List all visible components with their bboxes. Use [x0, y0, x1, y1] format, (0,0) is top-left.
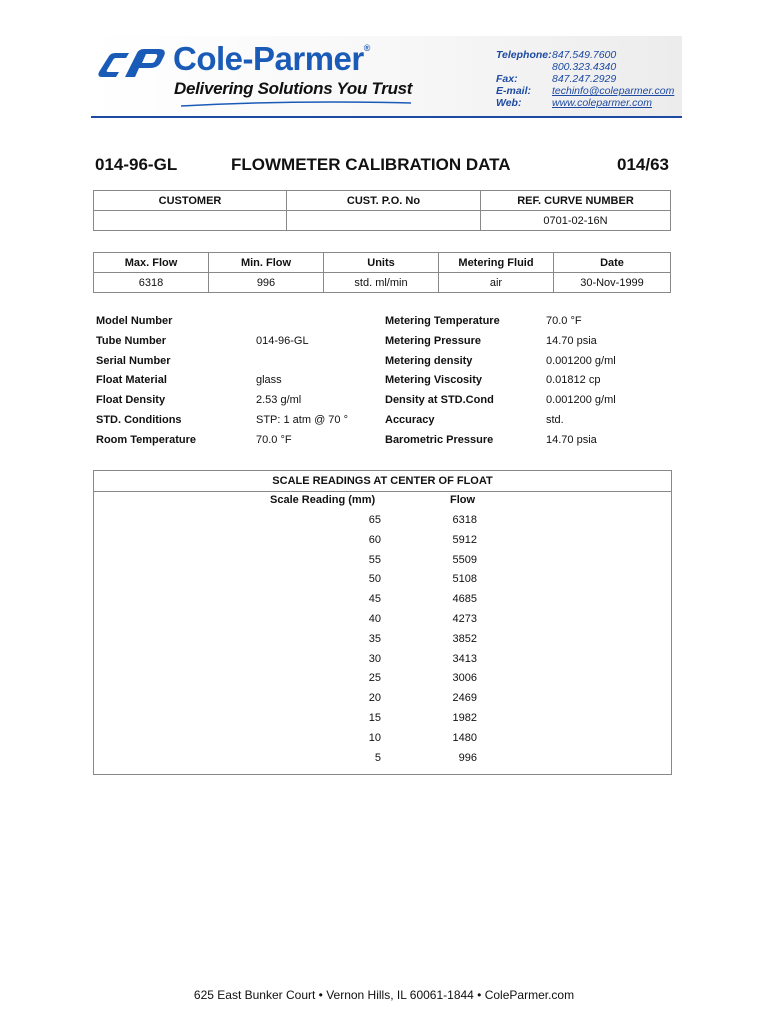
scale-reading-cell: 30 [368, 652, 381, 665]
customer-value [94, 211, 287, 231]
max-flow-header: Max. Flow [94, 253, 209, 273]
metering-fluid-value: air [439, 273, 554, 293]
registered-mark: ® [363, 43, 370, 53]
flow-cell: 1480 [452, 731, 477, 744]
scale-reading-cell: 55 [368, 553, 381, 566]
contact-email: E-mail: techinfo@coleparmer.com [496, 85, 675, 97]
spec-row: Density at STD.Cond 0.001200 g/ml [385, 394, 616, 406]
flow-cell: 4685 [452, 593, 477, 606]
flow-cell: 4273 [452, 613, 477, 625]
units-header: Units [324, 253, 439, 273]
scale-reading-cell: 60 [368, 533, 381, 546]
po-header: CUST. P.O. No [287, 191, 481, 211]
tagline: Delivering Solutions You Trust [174, 79, 413, 98]
spec-row: Metering Pressure 14.70 psia [385, 335, 597, 347]
flow-cell: 2469 [452, 692, 477, 705]
model-code: 014-96-GL [95, 155, 178, 174]
scale-reading-cell: 25 [368, 672, 381, 685]
scale-reading-cell: 20 [368, 692, 381, 705]
scale-readings-table [93, 470, 672, 775]
date-value: 30-Nov-1999 [554, 273, 671, 293]
contact-telephone: Telephone: 847.549.7600 [496, 49, 617, 61]
ref-curve-header: REF. CURVE NUMBER [481, 191, 671, 211]
flow-cell: 3006 [452, 672, 477, 685]
flow-summary-table [93, 252, 671, 293]
contact-fax: Fax: 847.247.2929 [496, 73, 617, 85]
brand-name: Cole-Parmer® [173, 40, 370, 77]
scale-reading-cell: 35 [368, 632, 381, 645]
spec-row: STD. Conditions STP: 1 atm @ 70 ° [96, 414, 348, 426]
page-title: FLOWMETER CALIBRATION DATA [231, 155, 511, 174]
metering-fluid-header: Metering Fluid [439, 253, 554, 273]
flow-cell: 5912 [452, 533, 477, 546]
scale-reading-cell: 40 [368, 613, 381, 625]
flow-cell: 6318 [452, 514, 477, 526]
scale-reading-cell: 5 [374, 751, 381, 764]
max-flow-value: 6318 [94, 273, 209, 293]
date-header: Date [554, 253, 671, 273]
spec-row: Barometric Pressure 14.70 psia [385, 434, 597, 446]
flow-cell: 3413 [452, 652, 477, 665]
flow-cell: 1982 [452, 712, 477, 724]
scale-reading-header: Scale Reading (mm) [270, 494, 376, 506]
flow-cell: 5108 [452, 573, 477, 586]
spec-row: Accuracy std. [385, 414, 564, 426]
min-flow-value: 996 [209, 273, 324, 293]
spec-row: Room Temperature 70.0 °F [96, 434, 292, 446]
spec-row: Tube Number 014-96-GL [96, 335, 309, 347]
spec-row: Float Material glass [96, 374, 282, 386]
web-link[interactable]: www.coleparmer.com [552, 97, 652, 109]
scale-reading-cell: 65 [368, 514, 381, 526]
spec-row: Model Number [96, 315, 173, 327]
customer-header: CUSTOMER [94, 191, 287, 211]
cole-parmer-logo-icon [95, 42, 171, 82]
flow-header: Flow [450, 494, 476, 506]
scale-reading-cell: 10 [368, 731, 381, 744]
spec-row: Metering Viscosity 0.01812 cp [385, 374, 601, 386]
customer-table [93, 190, 671, 231]
min-flow-header: Min. Flow [209, 253, 324, 273]
flow-cell: 3852 [452, 632, 477, 645]
units-value: std. ml/min [324, 273, 439, 293]
spec-row: Metering Temperature 70.0 °F [385, 315, 582, 327]
email-link[interactable]: techinfo@coleparmer.com [552, 85, 675, 97]
flow-cell: 5509 [452, 553, 477, 566]
spec-row: Serial Number [96, 355, 171, 367]
swoosh-icon [181, 98, 411, 108]
contact-web: Web: www.coleparmer.com [496, 97, 652, 109]
reference-code: 014/63 [617, 155, 669, 174]
scale-readings-title: SCALE READINGS AT CENTER OF FLOAT [94, 471, 671, 492]
scale-reading-cell: 15 [368, 712, 381, 724]
contact-telephone-2: 800.323.4340 [552, 61, 617, 73]
spec-row: Float Density 2.53 g/ml [96, 394, 302, 406]
contact-block [496, 49, 674, 109]
footer-address: 625 East Bunker Court • Vernon Hills, IL 60061-1844 • ColeParmer.com [193, 988, 575, 1002]
po-value [287, 211, 481, 231]
letterhead [91, 36, 682, 118]
scale-reading-cell: 50 [368, 573, 381, 586]
scale-reading-cell: 45 [368, 593, 381, 606]
flow-cell: 996 [458, 751, 477, 764]
ref-curve-value: 0701-02-16N [481, 211, 671, 231]
spec-row: Metering density 0.001200 g/ml [385, 355, 616, 367]
